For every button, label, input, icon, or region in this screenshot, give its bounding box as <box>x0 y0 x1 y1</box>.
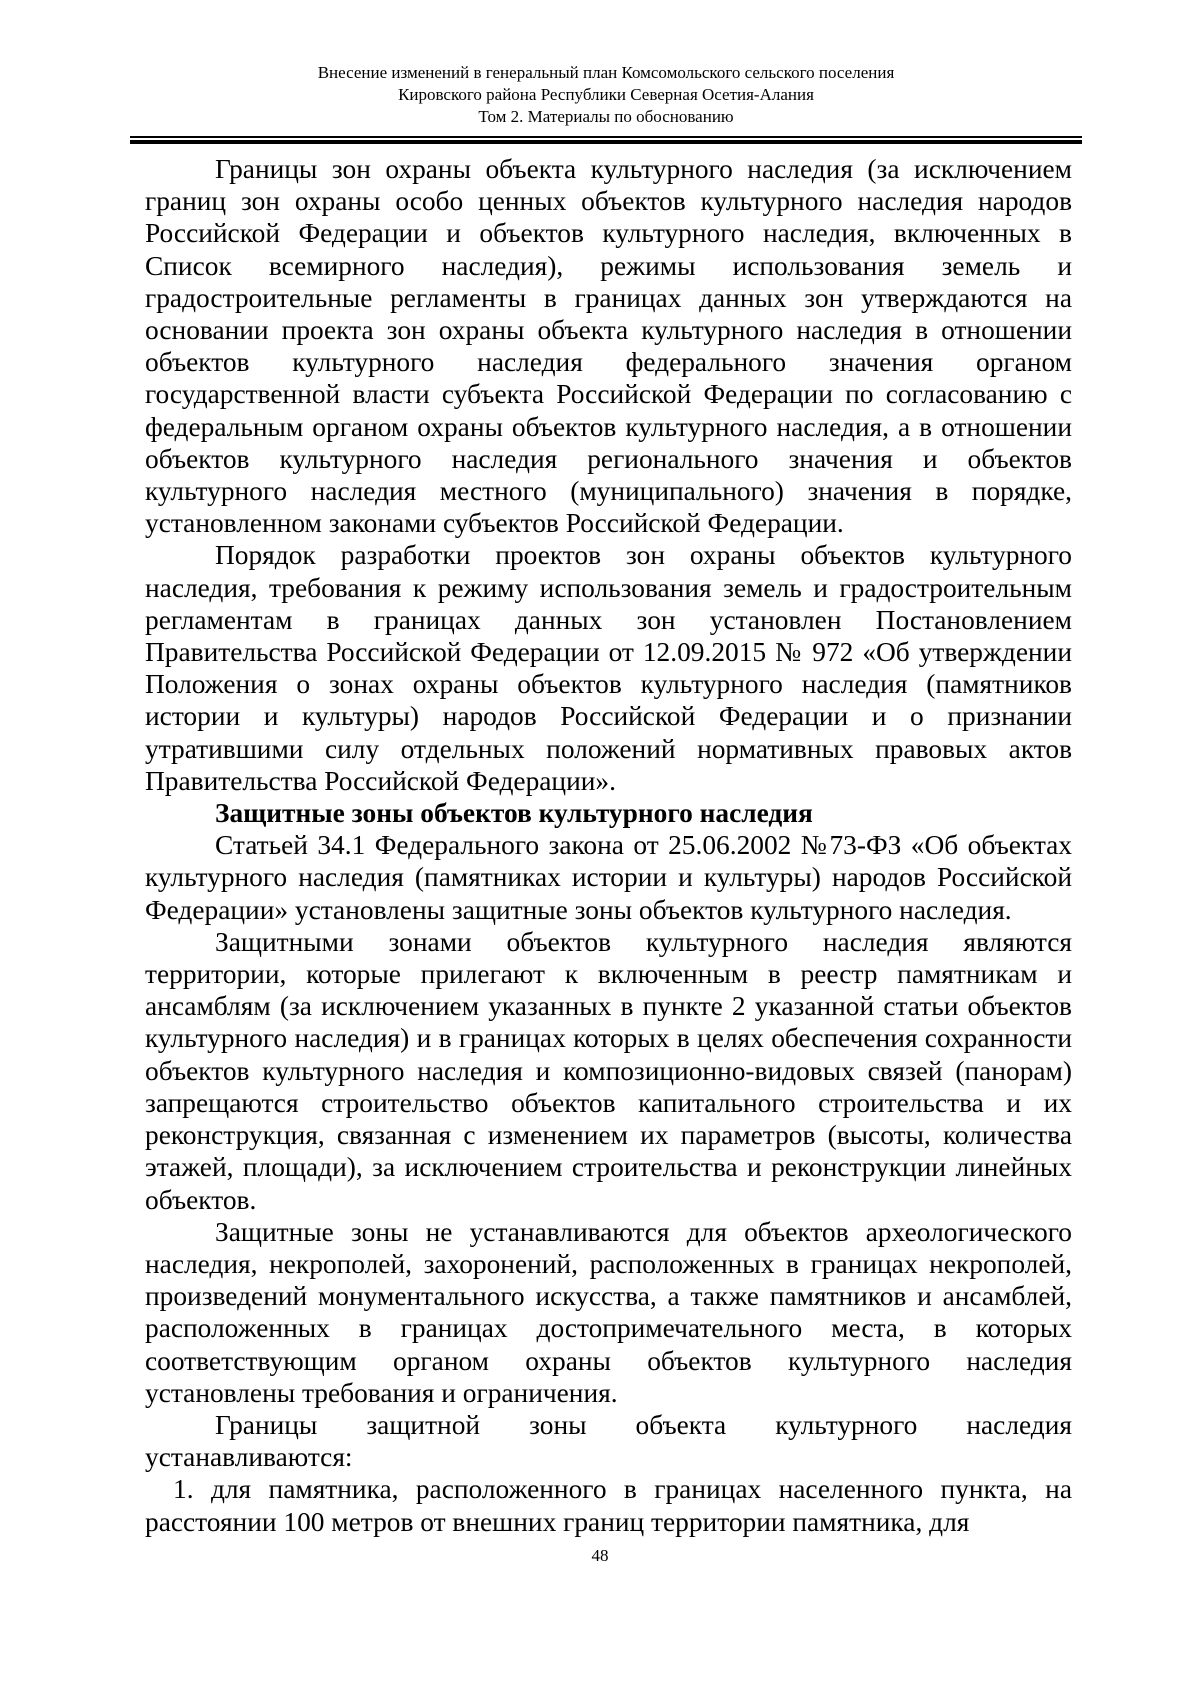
page-number: 48 <box>591 1546 609 1565</box>
header-line-3: Том 2. Материалы по обоснованию <box>478 107 734 126</box>
paragraph-boundaries-intro: Границы защитной зоны объекта культурного наследия устанавливаются: <box>145 1409 1072 1473</box>
list-item-1: 1. для памятника, расположенного в границах населенного пункта, на расстоянии 100 метров от внешних границ территории памятника, для <box>145 1474 1072 1537</box>
header-rule-thick <box>130 140 1082 144</box>
header-rule-thin <box>130 136 1082 138</box>
header-line-2: Кировского района Республики Северная Осетия-Алания <box>398 85 814 104</box>
paragraph-article-34-1: Статьей 34.1 Федерального закона от 25.06.2002 №73-ФЗ «Об объектах культурного наследия (памятниках истории и культуры) народов Российской Федерации» установлены защитные зоны объектов культурного наследия. <box>145 830 1072 925</box>
section-heading: Защитные зоны объектов культурного наследия <box>215 798 813 829</box>
header-line-1: Внесение изменений в генеральный план Комсомольского сельского поселения <box>317 63 895 82</box>
paragraph-zone-boundaries: Границы зон охраны объекта культурного наследия (за исключением границ зон охраны особо ценных объектов культурного наследия народов Российской Федерации и объектов культурного наследия, включенных в Список всемирного наследия), режимы использования земель и градостроительные регламенты в границах данных зон утверждаются на основании проекта зон охраны объекта культурного наследия в отношении объектов культурного наследия федерального значения органом государственной власти субъекта Российской Федерации по согласованию с федеральным органом охраны объектов культурного наследия, а в отношении объектов культурного наследия регионального значения и объектов культурного наследия местного (муниципального) значения в порядке, установленном законами субъектов Российской Федерации. <box>145 154 1072 539</box>
document-body <box>145 153 1072 1538</box>
running-header <box>130 62 1082 128</box>
paragraph-zone-exceptions: Защитные зоны не устанавливаются для объектов археологического наследия, некрополей, захоронений, расположенных в границах некрополей, произведений монументального искусства, а также памятников и ансамблей, расположенных в границах достопримечательного места, в которых соответствующим органом охраны объектов культурного наследия установлены требования и ограничения. <box>145 1216 1072 1408</box>
paragraph-development-procedure: Порядок разработки проектов зон охраны объектов культурного наследия, требования к режиму использования земель и градостроительным регламентам в границах данных зон установлен Постановлением Правительства Российской Федерации от 12.09.2015 № 972 «Об утверждении Положения о зонах охраны объектов культурного наследия (памятников истории и культуры) народов Российской Федерации и о признании утратившими силу отдельных положений нормативных правовых актов Правительства Российской Федерации». <box>145 540 1072 796</box>
paragraph-protective-zones-definition: Защитными зонами объектов культурного наследия являются территории, которые прилегают к включенным в реестр памятникам и ансамблям (за исключением указанных в пункте 2 указанной статьи объектов культурного наследия) и в границах которых в целях обеспечения сохранности объектов культурного наследия и композиционно-видовых связей (панорам) запрещаются строительство объектов капитального строительства и их реконструкция, связанная с изменением их параметров (высоты, количества этажей, площади), за исключением строительства и реконструкции линейных объектов. <box>145 926 1072 1215</box>
